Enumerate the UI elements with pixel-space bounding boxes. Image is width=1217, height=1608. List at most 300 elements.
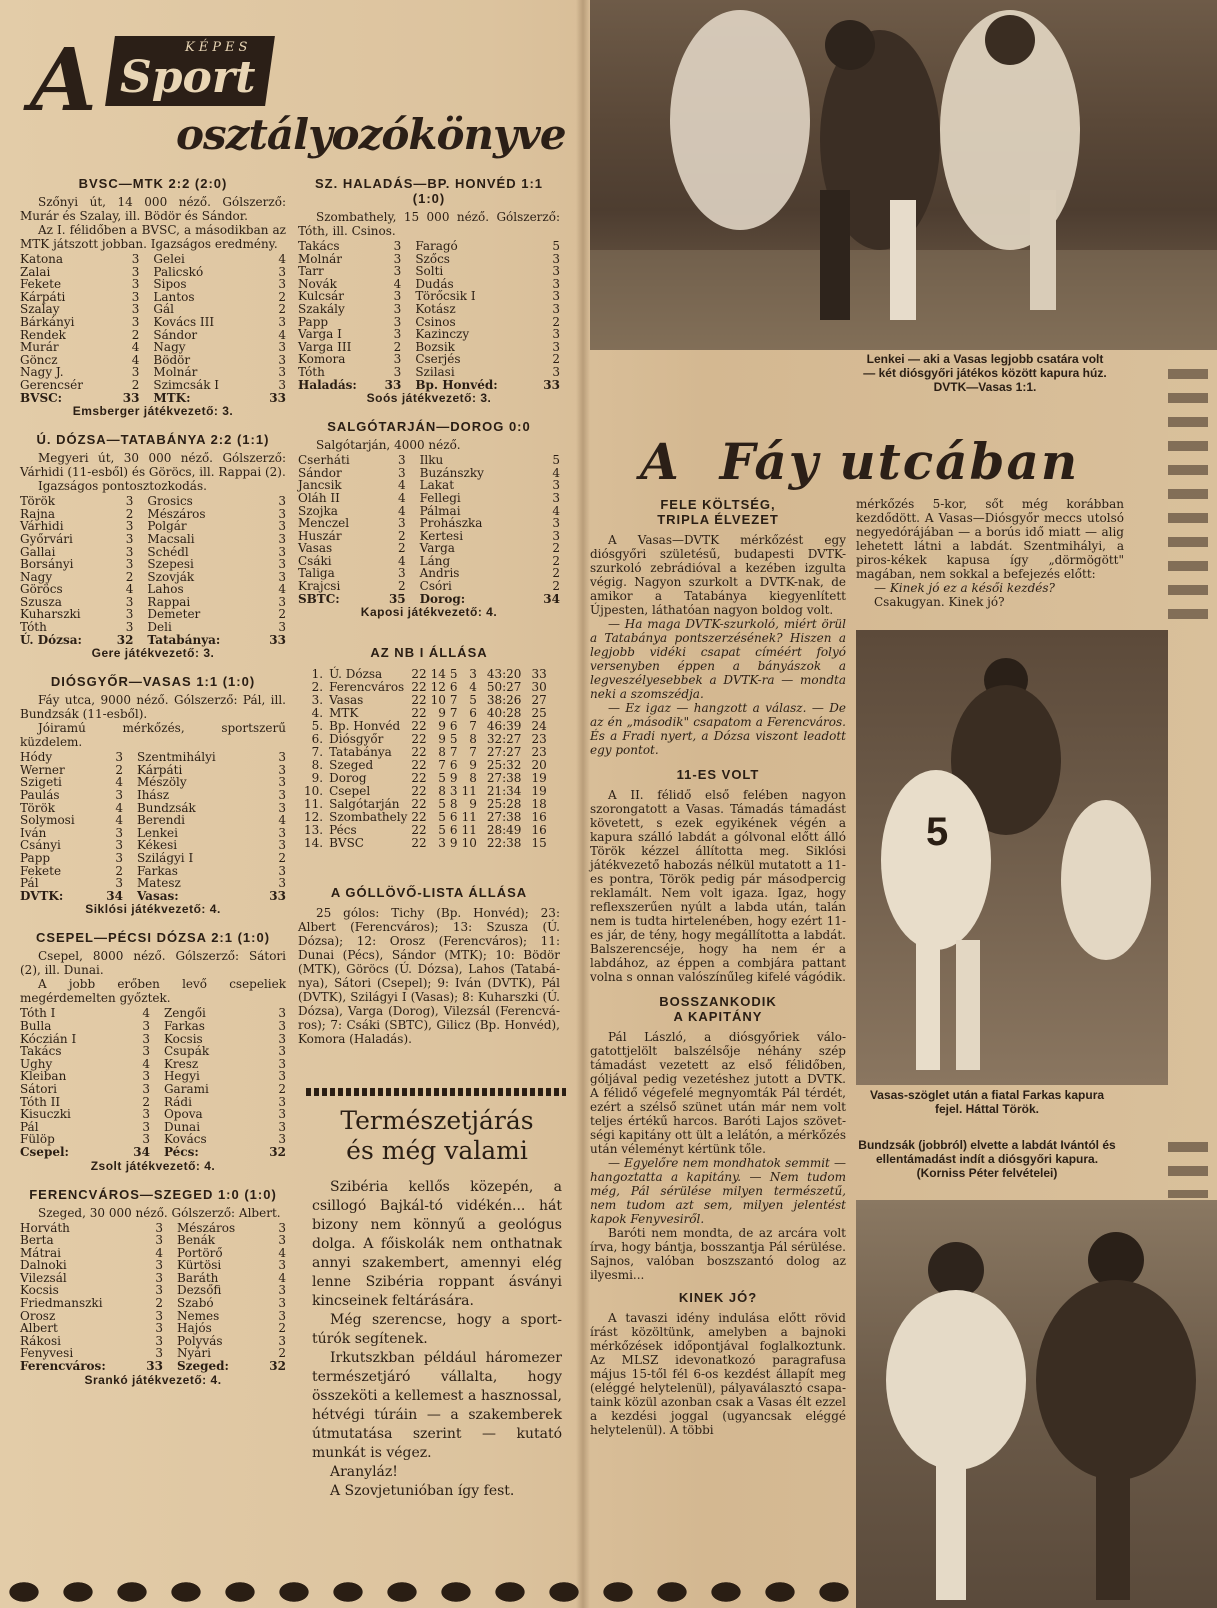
rating-value: 2 [142, 1094, 150, 1109]
rating-value: 3 [142, 1044, 150, 1059]
standings-cell: 19 [531, 771, 547, 785]
player-name: Baráth [177, 1270, 219, 1285]
rating-value: 2 [115, 762, 123, 777]
player-name: Kárpáti [20, 289, 66, 304]
para-5: Pál László, a diósgyőriek válogatottjelölt balszélsője néhány szép támadást vezetett az első félidőben, góljával pedig vezetéshez jutott a DVTK. A félidő végefelé megnyomták Pál térdét, ezért a szélső szünet után már nem volt teljes értékű harcos. Baróti Lajos szövetségi kapitány ott ült a lelátón, a mérkőzés után véleményt kértünk tőle. [590, 1030, 846, 1156]
rating-value: 3 [552, 327, 560, 342]
player-name: Schédl [147, 544, 189, 559]
jersey-number: 5 [926, 810, 949, 854]
player-name: Horváth [20, 1220, 70, 1235]
player-name: Friedmanszki [20, 1296, 103, 1311]
standings-cell: 18 [531, 797, 547, 811]
standings-cell: 6. [311, 732, 324, 746]
player-name: Győrvári [20, 531, 73, 546]
rating-value: 3 [278, 788, 286, 803]
logo-subtitle: osztályozókönyve [176, 110, 566, 159]
rating-value: 2 [552, 553, 560, 568]
rating-value: 3 [125, 531, 134, 546]
rating-value: 2 [278, 1321, 286, 1336]
rating-value: 3 [155, 1346, 163, 1361]
player-name: Szepesi [147, 557, 194, 572]
rating-value: 3 [278, 1258, 286, 1273]
standings-cell: 5. [311, 719, 324, 733]
player-row [20, 1070, 286, 1083]
player-name: Gelei [153, 252, 185, 266]
standings-cell: 22 [411, 823, 427, 837]
referee-rating: Gere játékvezető: 3. [91, 646, 215, 661]
standings-cell: 15 [531, 836, 547, 850]
player-name: Rappai [147, 594, 191, 609]
player-name: Demeter [147, 607, 201, 622]
rating-value: 3 [278, 264, 286, 279]
player-name: Jancsik [298, 478, 342, 493]
standings-cell: 23 [531, 732, 547, 746]
player-name: Murár [20, 340, 59, 355]
rating-value: 3 [398, 516, 406, 531]
standings-cell: Pécs [329, 823, 357, 837]
rating-value: 2 [278, 607, 286, 622]
total-value: 33 [384, 377, 402, 392]
player-name: Kleiban [20, 1069, 67, 1084]
player-row [298, 328, 560, 341]
player-name: Takács [298, 239, 340, 253]
player-ratings-table [20, 1007, 286, 1158]
standings-table [302, 668, 549, 850]
standings-cell: 3 [438, 836, 446, 850]
standings-cell: 5 [438, 771, 446, 785]
rating-value: 4 [155, 1245, 163, 1260]
rating-value: 2 [398, 528, 406, 543]
rating-value: 3 [278, 1132, 286, 1147]
player-name: Solymosi [20, 813, 75, 828]
rating-value: 2 [125, 506, 134, 521]
player-name: Paulás [20, 788, 60, 803]
rating-value: 3 [278, 876, 286, 891]
nature-paragraph: Még szerencse, hogy a sporttúrók segítenek. [312, 1312, 562, 1347]
player-name: Mészáros [177, 1220, 236, 1235]
rating-value: 3 [278, 1308, 286, 1323]
match-block [20, 432, 286, 660]
standings-cell: 28:49 [486, 823, 522, 837]
rating-value: 3 [125, 620, 134, 635]
match-title: DIÓSGYŐR—VASAS 1:1 (1:0) [50, 674, 256, 690]
rating-value: 3 [142, 1081, 150, 1096]
player-name: Bulla [20, 1018, 52, 1033]
heading-tripla-elvezet: TRIPLA ÉLVEZET [657, 512, 779, 527]
player-name: Szentmihályi [136, 750, 216, 765]
rating-value: 3 [131, 252, 140, 266]
standings-cell: 8 [438, 784, 446, 798]
rating-value: 2 [278, 1081, 286, 1096]
player-name: Csáki [298, 553, 332, 568]
team-total-row [20, 1360, 286, 1373]
match-title: FERENCVÁROS—SZEGED 1:0 (1:0) [29, 1186, 277, 1202]
player-name: Törőcsik I [415, 289, 476, 304]
rating-value: 4 [398, 503, 406, 518]
rating-value: 3 [278, 863, 286, 878]
standings-cell: 22 [411, 706, 427, 720]
match-intro: Csepel, 8000 néző. Gólszerző: Sátori (2), ill. Dunai. [20, 949, 286, 978]
match-intro: Salgótarján, 4000 néző. [316, 438, 461, 453]
player-name: Fekete [20, 863, 62, 878]
match-block [20, 930, 286, 1172]
player-name: Tóth [298, 364, 325, 379]
player-row [20, 1007, 286, 1020]
player-name: Sándor [298, 465, 342, 480]
player-row [298, 303, 560, 316]
heading-kapitany: A KAPITÁNY [673, 1009, 763, 1024]
standings-cell: 22 [411, 693, 427, 707]
team-label: Pécs: [163, 1144, 199, 1159]
team-total-row [298, 379, 560, 392]
standings-cell: 12 [430, 680, 446, 694]
match-block [20, 1187, 286, 1387]
standings-cell: 11 [461, 823, 477, 837]
rating-value: 4 [398, 553, 406, 568]
rating-value: 4 [278, 327, 286, 342]
standings-cell: 5 [438, 797, 446, 811]
rating-value: 4 [393, 276, 402, 291]
caption-mid: Vasas-szöglet után a fiatal Farkas kapura fejel. Háttal Török. [869, 1088, 1105, 1116]
standings-cell: 27 [531, 693, 547, 707]
player-name: Faragó [415, 239, 458, 253]
match-block [20, 176, 286, 418]
player-name: Deli [147, 620, 172, 635]
rating-value: 3 [142, 1107, 150, 1122]
total-value: 32 [116, 632, 134, 647]
standings-cell: 10 [430, 693, 446, 707]
rating-value: 2 [131, 377, 140, 392]
player-name: Macsali [147, 531, 195, 546]
standings-cell: 7 [469, 745, 477, 759]
player-name: Szigeti [20, 775, 62, 790]
player-row [20, 789, 286, 802]
rating-value: 3 [131, 289, 140, 304]
standings-cell: 22 [411, 771, 427, 785]
rating-value: 3 [398, 465, 406, 480]
rating-value: 3 [142, 1119, 150, 1134]
photo-bundzsak-shapes [856, 1200, 1217, 1608]
team-total-row [20, 634, 286, 647]
rating-value: 3 [552, 516, 560, 531]
rating-value: 2 [115, 863, 123, 878]
player-row [20, 253, 286, 266]
team-total-row [298, 593, 560, 606]
standings-cell: 7 [449, 693, 458, 707]
player-name: Sándor [153, 327, 198, 342]
caption-top-block [860, 352, 1110, 394]
photo-farkas-shapes [856, 630, 1168, 1085]
rating-value: 4 [278, 813, 286, 828]
standings-cell: 7. [311, 745, 324, 759]
caption-bottom: Bundzsák (jobbról) elvette a labdát Ivántól és ellentámadást indít a diósgyőri kapura. [858, 1138, 1116, 1166]
player-name: Tóth [20, 620, 47, 635]
rating-value: 3 [125, 544, 134, 559]
player-row [20, 583, 286, 596]
rating-value: 3 [278, 1018, 286, 1033]
player-name: Orosz [20, 1308, 56, 1323]
rating-value: 3 [278, 1333, 286, 1348]
team-total-row [20, 890, 286, 903]
player-name: Nagy J. [20, 365, 64, 380]
player-name: Prohászka [419, 516, 483, 531]
player-name: Csányi [20, 838, 61, 853]
player-name: Szimcsák I [153, 377, 220, 392]
player-row [20, 495, 286, 508]
referee-rating: Siklósi játékvezető: 4. [85, 902, 221, 917]
standings-cell: 32:27 [486, 732, 522, 746]
rating-value: 3 [155, 1258, 163, 1273]
rating-value: 3 [155, 1270, 163, 1285]
article-col-b [856, 497, 1124, 609]
player-name: Ihász [136, 788, 170, 803]
player-name: Gerencsér [20, 377, 83, 392]
standings-cell: 33 [531, 667, 547, 681]
standings-cell: 22 [411, 680, 427, 694]
player-name: Csupák [163, 1044, 210, 1059]
column-ratings-2 [298, 176, 560, 633]
referee-rating: Soós játékvezető: 3. [366, 391, 492, 406]
team-label: Haladás: [298, 377, 357, 392]
rating-value: 3 [125, 594, 134, 609]
player-name: Mészöly [136, 775, 187, 790]
decor-strip-right-2 [1168, 1128, 1208, 1198]
rating-value: 3 [155, 1220, 163, 1235]
rating-value: 3 [278, 314, 286, 329]
player-name: Vilezsál [20, 1270, 67, 1285]
rating-value: 4 [142, 1006, 150, 1021]
standings-cell: 7 [438, 758, 446, 772]
standings-cell: 6 [449, 719, 458, 733]
standings-cell: 22 [411, 667, 427, 681]
player-row [298, 240, 560, 253]
player-name: Bárkányi [20, 314, 75, 329]
rating-value: 2 [125, 569, 134, 584]
rating-value: 2 [552, 352, 560, 367]
total-value: 33 [543, 377, 560, 392]
rating-value: 3 [278, 506, 286, 521]
player-name: Szabó [177, 1296, 214, 1311]
standings-cell: 22 [411, 732, 427, 746]
player-name: Krajcsi [298, 579, 341, 594]
player-name: Kotász [415, 301, 456, 316]
nature-article [312, 1106, 562, 1501]
rating-value: 4 [398, 478, 406, 493]
standings-cell: 7 [449, 706, 458, 720]
referee-rating: Zsolt játékvezető: 4. [90, 1158, 216, 1173]
rating-value: 3 [155, 1308, 163, 1323]
player-row [20, 1045, 286, 1058]
player-name: Mátrai [20, 1245, 61, 1260]
rating-value: 3 [393, 314, 402, 329]
standings-cell: 20 [531, 758, 547, 772]
match-intro: A jobb erőben levő csepeliek megérdemelten győztek. [20, 977, 286, 1006]
heading-kinek-jo: KINEK JÓ? [678, 1290, 758, 1305]
rating-value: 3 [393, 364, 402, 379]
standings-cell: 8 [469, 771, 477, 785]
standings-cell: 22 [411, 836, 427, 850]
rating-value: 3 [278, 352, 286, 367]
player-row [20, 1083, 286, 1096]
player-name: Dunai [163, 1119, 201, 1134]
rating-value: 4 [131, 352, 140, 367]
standings-cell: 25:28 [486, 797, 522, 811]
player-name: Albert [20, 1321, 58, 1336]
standings-cell: Ferencváros [329, 680, 405, 694]
nature-title-1: Természetjárás [340, 1106, 534, 1135]
player-name: Huszár [298, 528, 342, 543]
standings-cell: 6 [469, 706, 477, 720]
player-name: Palicskó [153, 264, 204, 279]
standings-cell: 22 [411, 797, 427, 811]
player-ratings-table [20, 253, 286, 404]
standings-cell: 22 [411, 784, 427, 798]
rating-value: 3 [131, 302, 140, 317]
player-name: Opova [163, 1107, 203, 1122]
standings-cell: 6 [449, 680, 458, 694]
standings-cell: 7 [469, 719, 477, 733]
rating-value: 4 [398, 490, 406, 505]
player-name: Göröcs [20, 582, 63, 597]
match-intro: Jóiramú mérkőzés, sportszerű küzdelem. [20, 721, 286, 750]
player-name: Kisuczki [20, 1107, 71, 1122]
logo-letter-a: A [30, 30, 97, 131]
player-name: Cserháti [298, 453, 350, 468]
match-intro: Megyeri út, 30 000 néző. Gólszerző: Várhidi (11-esből) és Göröcs, ill. Rappai (2). [20, 451, 286, 480]
para-right-3: Csakugyan. Kinek jó? [874, 595, 1005, 609]
fay-title [640, 432, 1079, 491]
standings-cell: Dorog [329, 771, 367, 785]
team-label: Bp. Honvéd: [415, 377, 498, 392]
player-row [298, 265, 560, 278]
team-label: DVTK: [20, 888, 64, 903]
team-label: MTK: [153, 390, 191, 405]
rating-value: 3 [115, 825, 123, 840]
total-value: 33 [269, 888, 286, 903]
standings-cell: BVSC [329, 836, 364, 850]
player-row [298, 492, 560, 505]
article-col-a [590, 497, 846, 1437]
rating-value: 2 [278, 289, 286, 304]
player-name: Portörő [177, 1245, 223, 1260]
player-name: Dalnoki [20, 1258, 67, 1273]
standings-cell: 21:34 [486, 784, 522, 798]
standings-cell: 22:38 [486, 836, 522, 850]
standings-row [302, 837, 549, 850]
standings-cell: 27:38 [486, 771, 522, 785]
rating-value: 3 [125, 607, 134, 622]
nature-paragraph: Irkutszkban például háromezer természetjáró vállalta, hogy összeköti a kellemest a hasznossal, hétvégi túráin — a szakemberek útmutatása szerint — kutató munkát is végez. [312, 1350, 562, 1461]
player-name: Menczel [298, 516, 350, 531]
total-value: 33 [269, 632, 286, 647]
player-name: Láng [419, 553, 451, 568]
player-row [20, 379, 286, 392]
player-row [20, 278, 286, 291]
total-value: 34 [543, 591, 560, 606]
standings-cell: 9 [449, 771, 458, 785]
standings-cell: Vasas [329, 693, 364, 707]
player-row [20, 558, 286, 571]
rating-value: 3 [552, 528, 560, 543]
total-value: 34 [133, 1144, 150, 1159]
rating-value: 3 [131, 277, 140, 292]
referee-rating: Srankó játékvezető: 4. [84, 1372, 222, 1387]
rating-value: 3 [278, 531, 286, 546]
rating-value: 3 [278, 377, 286, 392]
rating-value: 4 [552, 465, 560, 480]
match-intro: Szombathely, 15 000 néző. Gólszerző: Tóth, ill. Csinos. [298, 210, 560, 238]
player-row [20, 1108, 286, 1121]
standings-cell: MTK [329, 706, 359, 720]
standings-cell: 9 [438, 706, 446, 720]
standings-cell: 23 [531, 745, 547, 759]
player-row [298, 580, 560, 593]
player-name: Grosics [147, 494, 193, 509]
player-name: Lakat [419, 478, 455, 493]
rating-value: 2 [552, 314, 560, 329]
rating-value: 3 [552, 301, 560, 316]
logo-kepes: KÉPES [185, 40, 252, 55]
player-name: Rákosi [20, 1333, 61, 1348]
rating-value: 3 [278, 1107, 286, 1122]
total-value: 33 [122, 390, 140, 405]
standings-cell: 38:26 [486, 693, 522, 707]
rating-value: 3 [552, 478, 560, 493]
standings-cell: 14. [304, 836, 324, 850]
player-name: Lenkei [136, 825, 178, 840]
rating-value: 3 [131, 264, 140, 279]
para-8: A tavaszi idény indulása előtt rövid írást közöltünk, amelyben a bajnoki mérkőzések időpontjával foglalkoztunk. Az MLSZ idevonatkozó paragrafusa május 15-től fél 6-os kezdést állapít meg (eléggé helytelenül), pályaválasztó csapataink közül azonban csak a Vasas élt ezzel a kezdési joggal (ugyancsak eléggé helytelenül). A többi [590, 1311, 846, 1437]
player-row [20, 751, 286, 764]
rating-value: 4 [142, 1056, 150, 1071]
rating-value: 3 [278, 1031, 286, 1046]
player-name: Taliga [298, 566, 335, 581]
player-row [298, 517, 560, 530]
standings-cell: 10. [304, 784, 324, 798]
player-name: Kocsis [163, 1031, 203, 1046]
rating-value: 4 [278, 1245, 286, 1260]
player-name: Fülöp [20, 1132, 55, 1147]
player-name: Rendek [20, 327, 66, 342]
para-7: Baróti nem mondta, de az arcára volt írva, hogy bántja, bosszantja Pál sérülése. Sajnos, valóban boszszantó dolog az ilyesmi... [590, 1226, 846, 1282]
rating-value: 3 [278, 775, 286, 790]
player-name: Farkas [136, 863, 178, 878]
standings-cell: 6 [449, 758, 458, 772]
player-name: Werner [20, 762, 65, 777]
rating-value: 3 [278, 620, 286, 635]
rating-value: 3 [398, 566, 406, 581]
player-row [298, 454, 560, 467]
team-total-row [20, 392, 286, 405]
player-name: Gallai [20, 544, 56, 559]
rating-value: 3 [115, 788, 123, 803]
standings-cell: 16 [531, 810, 547, 824]
player-row [20, 316, 286, 329]
rating-value: 3 [393, 301, 402, 316]
player-name: Pál [20, 876, 39, 891]
rating-value: 4 [115, 800, 123, 815]
player-name: Kürtösi [177, 1258, 222, 1273]
player-row [20, 1272, 286, 1285]
standings-cell: 1. [311, 667, 324, 681]
rating-value: 3 [278, 277, 286, 292]
match-intro: Szeged, 30 000 néző. Gólszerző: Albert. [38, 1205, 281, 1220]
standings-cell: 43:20 [486, 667, 522, 681]
player-name: Kóczián I [20, 1031, 77, 1046]
standings-cell: 14 [430, 667, 446, 681]
standings-cell: 24 [531, 719, 547, 733]
player-name: Matesz [136, 876, 181, 891]
